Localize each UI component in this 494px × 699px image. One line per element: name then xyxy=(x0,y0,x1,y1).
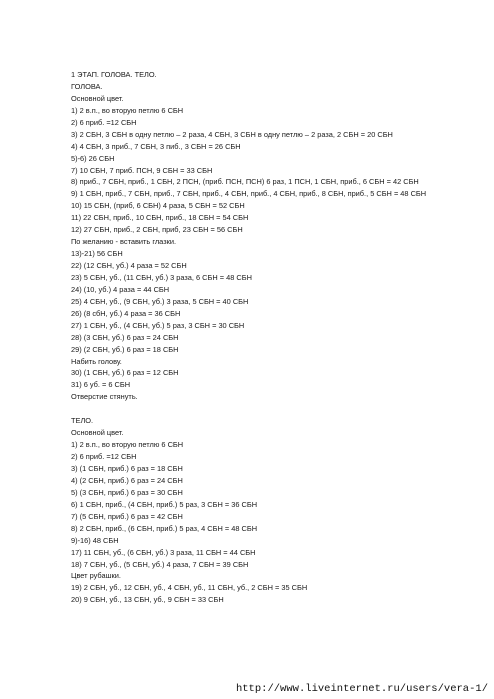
text-line: 13)-21) 56 СБН xyxy=(71,249,123,259)
text-line: 3) 2 СБН, 3 СБН в одну петлю – 2 раза, 4 СБН, 3 СБН в одну петлю – 2 раза, 2 СБН = 20 СБН xyxy=(71,129,393,139)
section-gap xyxy=(71,403,481,415)
text-line: 29) (2 СБН, уб.) 6 раз = 18 СБН xyxy=(71,344,179,354)
text-line: 5)-6) 26 СБН xyxy=(71,153,115,163)
document-text xyxy=(71,69,481,606)
text-line: 24) (10, уб.) 4 раза = 44 СБН xyxy=(71,284,170,294)
text-line: 8) 2 СБН, приб., (6 СБН, приб.) 5 раз, 4 СБН = 48 СБН xyxy=(71,523,258,533)
text-line: 4) (2 СБН, приб.) 6 раз = 24 СБН xyxy=(71,475,183,485)
text-line: 22) (12 СБН, уб.) 4 раза = 52 СБН xyxy=(71,261,187,270)
text-line: Основной цвет. xyxy=(71,93,124,103)
text-line: 23) 5 СБН, уб., (11 СБН, уб.) 3 раза, 6 СБН = 48 СБН xyxy=(71,272,252,282)
text-line: ГОЛОВА. xyxy=(71,81,103,91)
text-line: 18) 7 СБН, уб., (5 СБН, уб.) 4 раза, 7 СБН = 39 СБН xyxy=(71,559,249,569)
text-line: 11) 22 СБН, приб., 10 СБН, приб., 18 СБН = 54 СБН xyxy=(71,213,249,223)
text-line: ТЕЛО. xyxy=(71,416,94,426)
text-line: Основной цвет. xyxy=(71,428,124,438)
text-line: 5) (3 СБН, приб.) 6 раз = 30 СБН xyxy=(71,487,183,497)
section-body-instructions xyxy=(71,415,481,606)
text-line: 12) 27 СБН, приб., 2 СБН, приб, 23 СБН = 56 СБН xyxy=(71,225,243,235)
text-line: 27) 1 СБН, уб., (4 СБН, уб.) 5 раз, 3 СБН = 30 СБН xyxy=(71,320,245,330)
text-line: 2) 6 приб. =12 СБН xyxy=(71,117,137,127)
text-line: 2) 6 приб. =12 СБН xyxy=(71,452,137,462)
text-line: 30) (1 СБН, уб.) 6 раз = 12 СБН xyxy=(71,368,179,378)
text-line: 19) 2 СБН, уб., 12 СБН, уб., 4 СБН, уб., 11 СБН, уб., 2 СБН = 35 СБН xyxy=(71,583,308,593)
text-line: 9)-16) 48 СБН xyxy=(71,535,119,545)
section-head-instructions xyxy=(71,69,481,403)
text-line: 1 ЭТАП. ГОЛОВА. ТЕЛО. xyxy=(71,70,157,79)
text-line: 7) 10 СБН, 7 приб. ПСН, 9 СБН = 33 СБН xyxy=(71,165,213,175)
text-line: 6) 1 СБН, приб., (4 СБН, приб.) 5 раз, 3 СБН = 36 СБН xyxy=(71,499,258,509)
text-line: 28) (3 СБН, уб.) 6 раз = 24 СБН xyxy=(71,332,179,342)
text-line: 31) 6 уб. = 6 СБН xyxy=(71,380,131,390)
text-line: Набить голову. xyxy=(71,356,122,366)
text-line: По желанию - вставить глазки. xyxy=(71,237,176,247)
text-line: 4) 4 СБН, 3 приб., 7 СБН, 3 пиб., 3 СБН = 26 СБН xyxy=(71,141,241,151)
text-line: 8) приб., 7 СБН, приб., 1 СБН, 2 ПСН, (приб. ПСН, ПСН) 6 раз, 1 ПСН, 1 СБН, приб., 6 СБН = 42 СБН xyxy=(71,177,419,187)
text-line: 20) 9 СБН, уб., 13 СБН, уб., 9 СБН = 33 СБН xyxy=(71,595,224,605)
text-line: 1) 2 в.п., во вторую петлю 6 СБН xyxy=(71,105,184,115)
text-line: 3) (1 СБН, приб.) 6 раз = 18 СБН xyxy=(71,464,183,473)
text-line: 26) (8 сбН, уб.) 4 раза = 36 СБН xyxy=(71,308,181,318)
text-line: 7) (5 СБН, приб.) 6 раз = 42 СБН xyxy=(71,511,183,521)
text-line: 9) 1 СБН, приб., 7 СБН, приб., 7 СБН, приб., 4 СБН, приб., 4 СБН, приб., 8 СБН, приб., 5 СБН = 48 СБН xyxy=(71,189,427,199)
text-line: Цвет рубашки. xyxy=(71,571,121,581)
text-line: 25) 4 СБН, уб., (9 СБН, уб.) 3 раза, 5 СБН = 40 СБН xyxy=(71,296,249,306)
text-line: 10) 15 СБН, (приб, 6 СБН) 4 раза, 5 СБН = 52 СБН xyxy=(71,201,245,211)
text-line: 1) 2 в.п., во вторую петлю 6 СБН xyxy=(71,440,184,450)
text-line: Отверстие стянуть. xyxy=(71,392,138,402)
text-line: 17) 11 СБН, уб., (6 СБН, уб.) 3 раза, 11 СБН = 44 СБН xyxy=(71,547,256,557)
source-url: http://www.liveinternet.ru/users/vera-1/ xyxy=(235,683,488,695)
